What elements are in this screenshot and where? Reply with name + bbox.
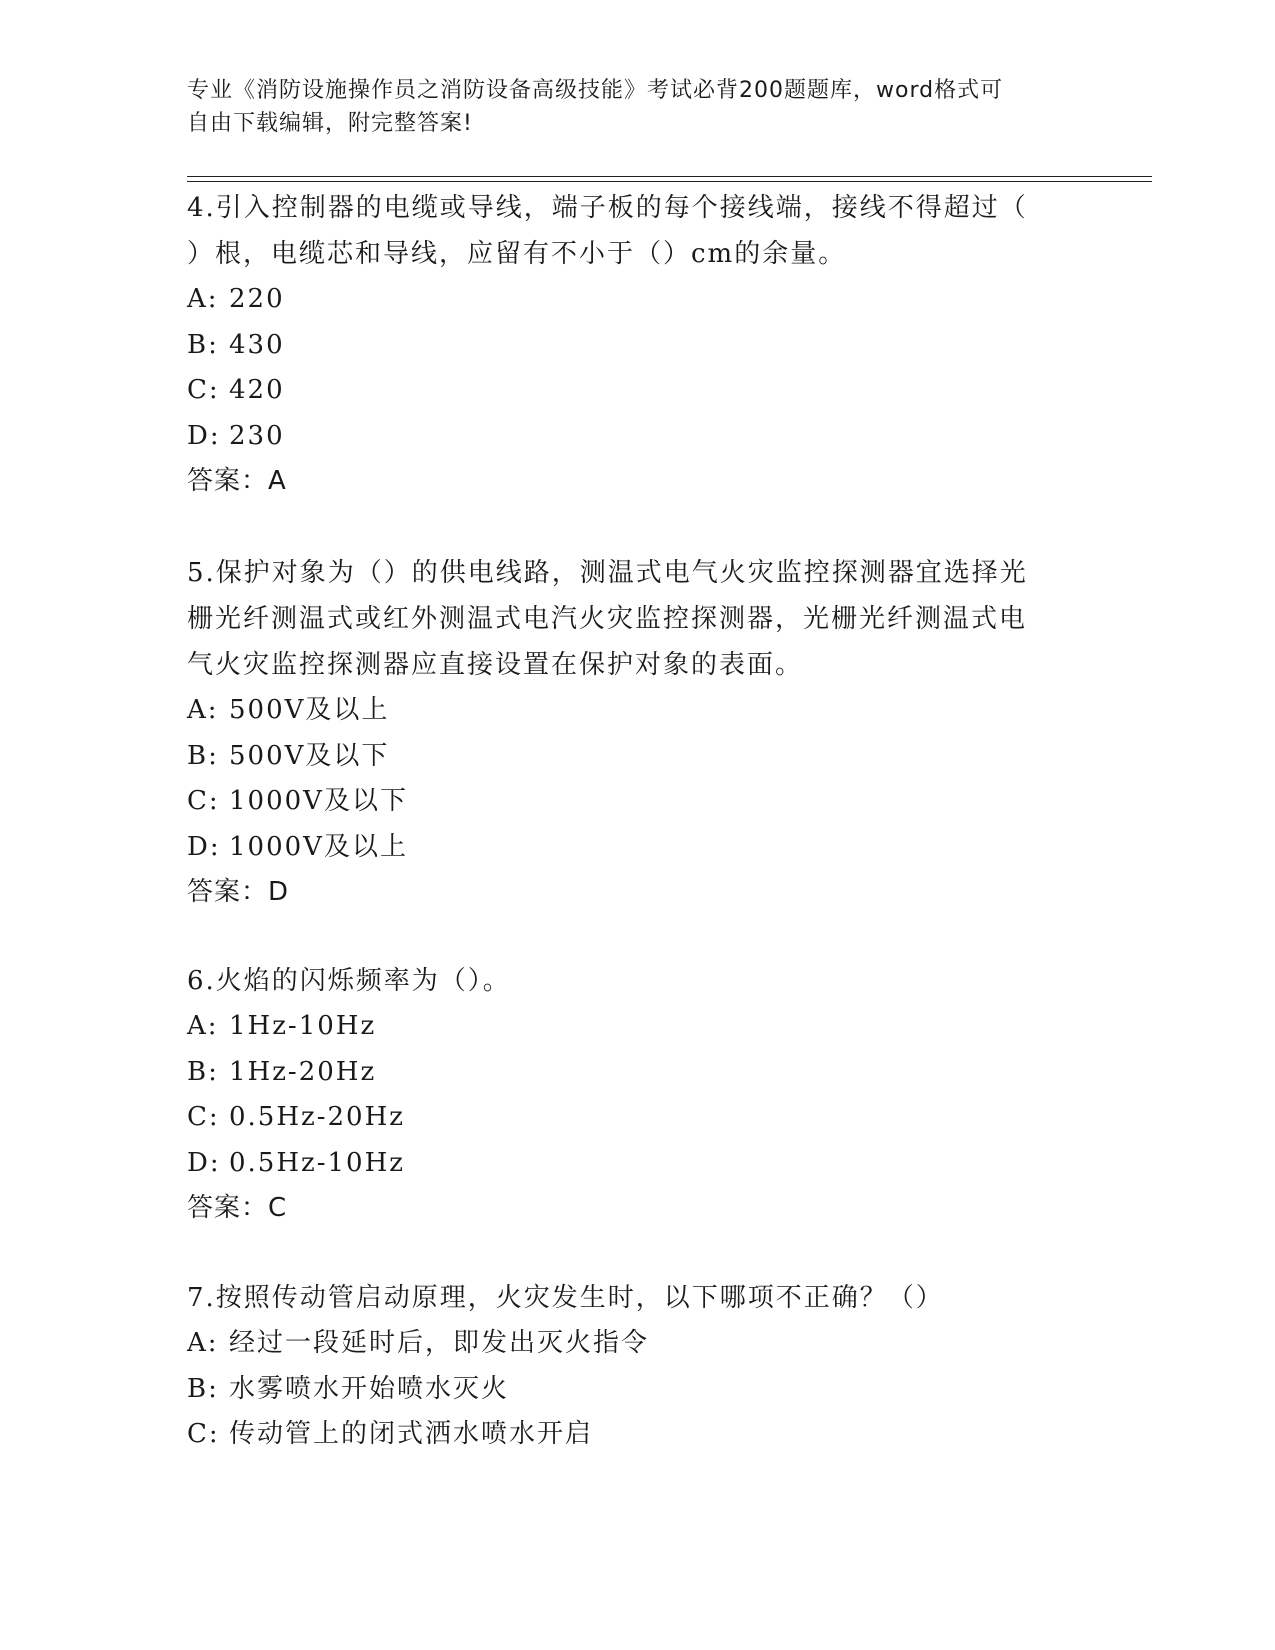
option-text: 水雾喷水开始喷水灭火 [229,1373,510,1404]
question-stem-line: 6.火焰的闪烁频率为（）。 [187,966,511,996]
option-text: 0.5Hz-10Hz [229,1147,405,1178]
option-a [187,277,1077,323]
option-a [187,1004,1077,1050]
option-b [187,1367,1077,1413]
option-a [187,688,1077,734]
option-label: B: [187,740,219,771]
header-divider-bottom [187,181,1152,182]
option-text: 500V及以上 [229,695,390,725]
option-text: 1000V及以下 [229,786,408,816]
question-5 [187,550,1077,915]
answer: 答案：D [187,877,290,907]
option-c [187,368,1077,414]
option-label: D: [187,1147,221,1178]
header-divider-top [187,176,1152,177]
option-label: C: [187,1419,220,1449]
question-stem-line: 栅光纤测温式或红外测温式电汽火灾监控探测器，光栅光纤测温式电 [187,604,1028,634]
option-text: 220 [229,284,285,314]
question-stem-line: 气火灾监控探测器应直接设置在保护对象的表面。 [187,650,804,680]
option-label: B: [187,1056,219,1087]
option-text: 230 [229,420,285,451]
question-4 [187,185,1077,504]
option-label: C: [187,786,220,816]
question-6 [187,958,1077,1231]
option-label: D: [187,420,221,451]
option-label: A: [187,1011,219,1041]
document-header [187,74,1067,140]
header-title-line-1: 专业《消防设施操作员之消防设备高级技能》考试必背200题题库，word格式可 [187,78,1004,103]
header-title-line-2: 自由下载编辑，附完整答案! [187,111,473,136]
option-text: 420 [229,375,285,405]
question-7 [187,1275,1077,1458]
answer: 答案：A [187,466,287,496]
question-stem-line: ）根，电缆芯和导线，应留有不小于（）cm的余量。 [187,239,847,269]
question-stem-line: 7.按照传动管启动原理，火灾发生时，以下哪项不正确？（） [187,1283,944,1313]
option-b [187,323,1077,369]
answer: 答案：C [187,1193,288,1223]
option-label: B: [187,329,219,360]
question-stem-line: 5.保护对象为（）的供电线路，测温式电气火灾监控探测器宜选择光 [187,558,1028,588]
option-b [187,1050,1077,1096]
option-b [187,734,1077,780]
option-c [187,1412,1077,1458]
option-c [187,1095,1077,1141]
option-label: C: [187,1102,220,1132]
option-text: 430 [229,329,285,360]
option-text: 1Hz-10Hz [229,1011,377,1041]
option-text: 经过一段延时后，即发出灭火指令 [229,1328,650,1358]
option-text: 1Hz-20Hz [229,1056,377,1087]
option-label: A: [187,1328,219,1358]
option-d [187,825,1077,871]
option-label: D: [187,831,221,862]
option-text: 传动管上的闭式洒水喷水开启 [229,1419,594,1449]
question-stem-line: 4.引入控制器的电缆或导线，端子板的每个接线端，接线不得超过（ [187,193,1028,223]
option-d [187,1141,1077,1187]
option-a [187,1321,1077,1367]
option-text: 500V及以下 [229,740,390,771]
option-d [187,414,1077,460]
option-text: 0.5Hz-20Hz [229,1102,405,1132]
option-label: A: [187,284,219,314]
option-label: B: [187,1373,219,1404]
option-label: A: [187,695,219,725]
option-text: 1000V及以上 [229,831,408,862]
option-c [187,779,1077,825]
option-label: C: [187,375,220,405]
